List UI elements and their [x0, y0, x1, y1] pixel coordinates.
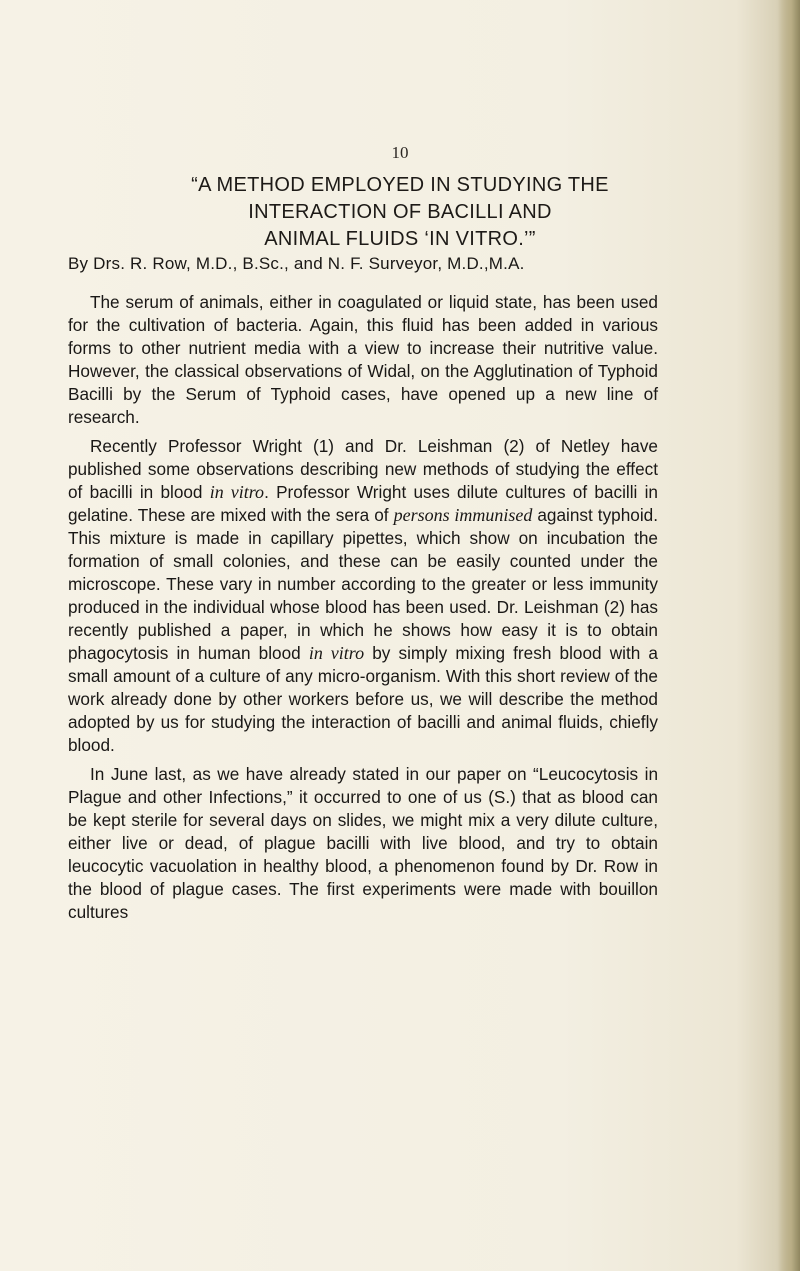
paragraph	[68, 435, 658, 757]
text-run: In June last, as we have already stated in our paper on “Leucocytosis in Plague and other Infections,” it occurred to one of us (S.) that as blood can be kept sterile for several days on slides, we might mix a very dilute culture, either live or dead, of plague bacilli with live blood, and try to obtain leucocytic vacuolation in healthy blood, a phenomenon found by Dr. Row in the blood of plague cases. The first experiments were made with bouillon cultures	[68, 764, 658, 922]
text-run: against typhoid. This mixture is made in capillary pipettes, which show on incubation the formation of small colonies, and these can be easily counted under the microscope. These vary in number according to the greater or less immunity produced in the individual whose blood has been used. Dr. Leishman (2) has recently published a paper, in which he shows how easy it is to obtain phagocytosis in human blood	[68, 505, 659, 663]
paragraph	[68, 763, 658, 924]
page-edge-shadow	[778, 0, 800, 1271]
text-run: Recently Professor Wright (1) and Dr. Leishman (2) of Netley have published some observations describing new methods of studying the effect of bacilli in blood	[68, 436, 658, 502]
italic-run: in vitro	[209, 482, 265, 502]
text-run: . Professor Wright uses dilute cultures of bacilli in gelatine. These are mixed with the sera of	[68, 482, 658, 525]
article-body	[68, 291, 658, 930]
italic-run: in vitro	[308, 643, 365, 663]
italic-run: persons immunised	[393, 505, 533, 525]
author-byline: By Drs. R. Row, M.D., B.Sc., and N. F. Surveyor, M.D.,M.A.	[68, 254, 525, 273]
page-number: 10	[391, 143, 409, 162]
title-line: ANIMAL FLUIDS ‘IN VITRO.’”	[264, 228, 536, 250]
title-line: INTERACTION OF BACILLI AND	[248, 201, 552, 223]
article-title	[100, 172, 700, 253]
title-line: “A METHOD EMPLOYED IN STUDYING THE	[191, 174, 609, 196]
text-run: by simply mixing fresh blood with a small amount of a culture of any micro-organism. With this short review of the work already done by other workers before us, we will describe the method adopted by us for studying the interaction of bacilli and animal fluids, chiefly blood.	[68, 643, 658, 755]
paragraph	[68, 291, 658, 429]
text-run: The serum of animals, either in coagulated or liquid state, has been used for the cultivation of bacteria. Again, this fluid has been added in various forms to other nutrient media with a view to increase their nutritive value. However, the classical observations of Widal, on the Agglutination of Typhoid Bacilli by the Serum of Typhoid cases, have opened up a new line of research.	[68, 292, 658, 427]
